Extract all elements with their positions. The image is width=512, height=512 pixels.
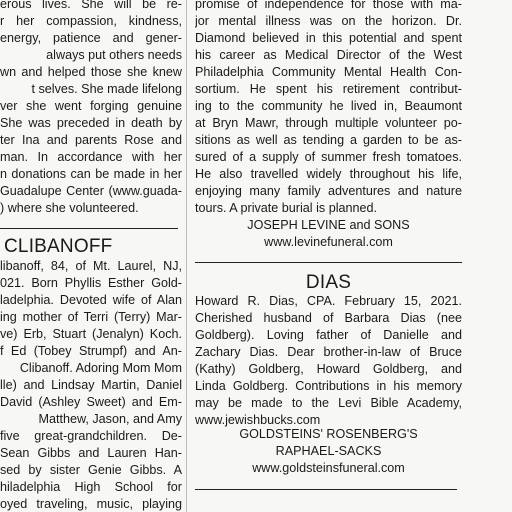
obit-text-line: promise of independence for those with ma- xyxy=(195,0,462,11)
obit-text-line: lle) and Lindsay Martin, Daniel xyxy=(0,378,182,392)
obit-text-line: Diamond believed in this potential and spent xyxy=(195,31,462,45)
obit-text-line: tours. A private burial is planned. xyxy=(195,201,378,215)
funeral-home-url: www.goldsteinsfuneral.com xyxy=(252,461,405,475)
left-column xyxy=(0,0,182,512)
obit-text-line: ladelphia. Devoted wife of Alan xyxy=(0,293,182,307)
obit-text-line: Zachary Dias. Dear brother-in-law of Bruce xyxy=(195,345,462,359)
obit-text-line: Linda Goldberg. Contributions in his memory xyxy=(195,379,462,393)
obit-text-line: Cherished husband of Barbara Dias (nee xyxy=(195,311,462,325)
obit-text-line: ) where she volunteered. xyxy=(0,201,139,215)
obit-text-line: always put others needs xyxy=(46,48,182,62)
obit-text-line: Clibanoff. Adoring Mom Mom xyxy=(19,361,182,375)
obit-text-line: erous lives. She will be re- xyxy=(0,0,182,11)
obit-text-line: She was preceded in death by xyxy=(0,116,182,130)
funeral-home-url: www.levinefuneral.com xyxy=(264,235,393,249)
obit-text-line: sured of a supply of summer fresh tomatoes. xyxy=(195,150,462,164)
obit-text-line: (Kathy) Goldberg, Howard Goldberg, and xyxy=(195,362,462,376)
obit-text-line: may be made to the Levi Bible Academy, xyxy=(195,396,462,410)
obit-text-line: David (Ashley Sweet) and Em- xyxy=(0,395,182,409)
funeral-home-name: JOSEPH LEVINE and SONS xyxy=(247,218,410,232)
funeral-home-name: GOLDSTEINS' ROSENBERG'S xyxy=(239,427,418,441)
obit-text-line: f Ed (Tobey Strumpf) and An- xyxy=(0,344,182,358)
obit-text-line: n donations can be made in her xyxy=(0,167,182,181)
funeral-home-name: RAPHAEL-SACKS xyxy=(275,444,382,458)
obituary-heading-clibanoff: CLIBANOFF xyxy=(4,236,113,257)
obit-text-line: libanoff, 84, of Mt. Laurel, NJ, xyxy=(0,259,182,273)
obit-text-line: sortium. He spent his retirement contribut- xyxy=(195,82,462,96)
obit-text-line: He also travelled widely throughout his life, xyxy=(195,167,462,181)
obit-text-line: Goldberg). Loving father of Danielle and xyxy=(195,328,462,342)
obit-text-line: Matthew, Jason, and Amy xyxy=(38,412,182,426)
obit-text-line: man. In accordance with her xyxy=(0,150,182,164)
obit-text-line: oyed traveling, music, playing xyxy=(0,497,182,511)
obit-text-line: his career as Medical Director of the West xyxy=(195,48,462,62)
obit-text-line: wn and helped those she knew xyxy=(0,65,182,79)
section-rule xyxy=(195,489,457,490)
obit-text-line: Philadelphia Community Mental Health Con- xyxy=(195,65,462,79)
obit-text-line: energy, patience and gener- xyxy=(0,31,182,45)
obit-text-line: t selves. She made lifelong xyxy=(31,82,182,96)
obit-text-line: at Bryn Mawr, through multiple volunteer po- xyxy=(195,116,462,130)
obituary-heading-dias: DIAS xyxy=(305,272,352,293)
obit-text-line: Sean Gibbs and Lauren Han- xyxy=(0,446,182,460)
obit-text-line: ing to the community he lived in, Beaumont xyxy=(195,99,462,113)
obit-text-line: 021. Born Phyllis Esther Gold- xyxy=(0,276,182,290)
column-divider xyxy=(186,0,187,512)
obit-text-line: hiladelphia High School for xyxy=(0,480,182,494)
section-rule xyxy=(195,262,462,263)
obit-text-line: ve) Erb, Stuart (Jenalyn) Koch. xyxy=(0,327,182,341)
obit-text-line: ing mother of Terri (Terry) Mar- xyxy=(0,310,182,324)
obit-text-line: Guadalupe Center (www.guada- xyxy=(0,184,182,198)
obit-text-line: enjoying many family adventures and nature xyxy=(195,184,462,198)
right-column xyxy=(195,0,462,512)
obit-text-line: sitions as well as tending a garden to be as- xyxy=(195,133,462,147)
obit-text-line: r her compassion, kindness, xyxy=(0,14,182,28)
obit-text-line: sed by sister Genie Gibbs. A xyxy=(0,463,182,477)
obit-text-line: www.jewishbucks.com xyxy=(195,413,321,427)
obit-text-line: ter Ina and parents Rose and xyxy=(0,133,182,147)
section-rule xyxy=(0,228,178,229)
obit-text-line: ver she went forging genuine xyxy=(0,99,182,113)
obit-text-line: five great-grandchildren. De- xyxy=(0,429,182,443)
obit-text-line: jor mental illness was on the horizon. Dr. xyxy=(195,14,462,28)
obit-text-line: Howard R. Dias, CPA. February 15, 2021. xyxy=(195,294,462,308)
